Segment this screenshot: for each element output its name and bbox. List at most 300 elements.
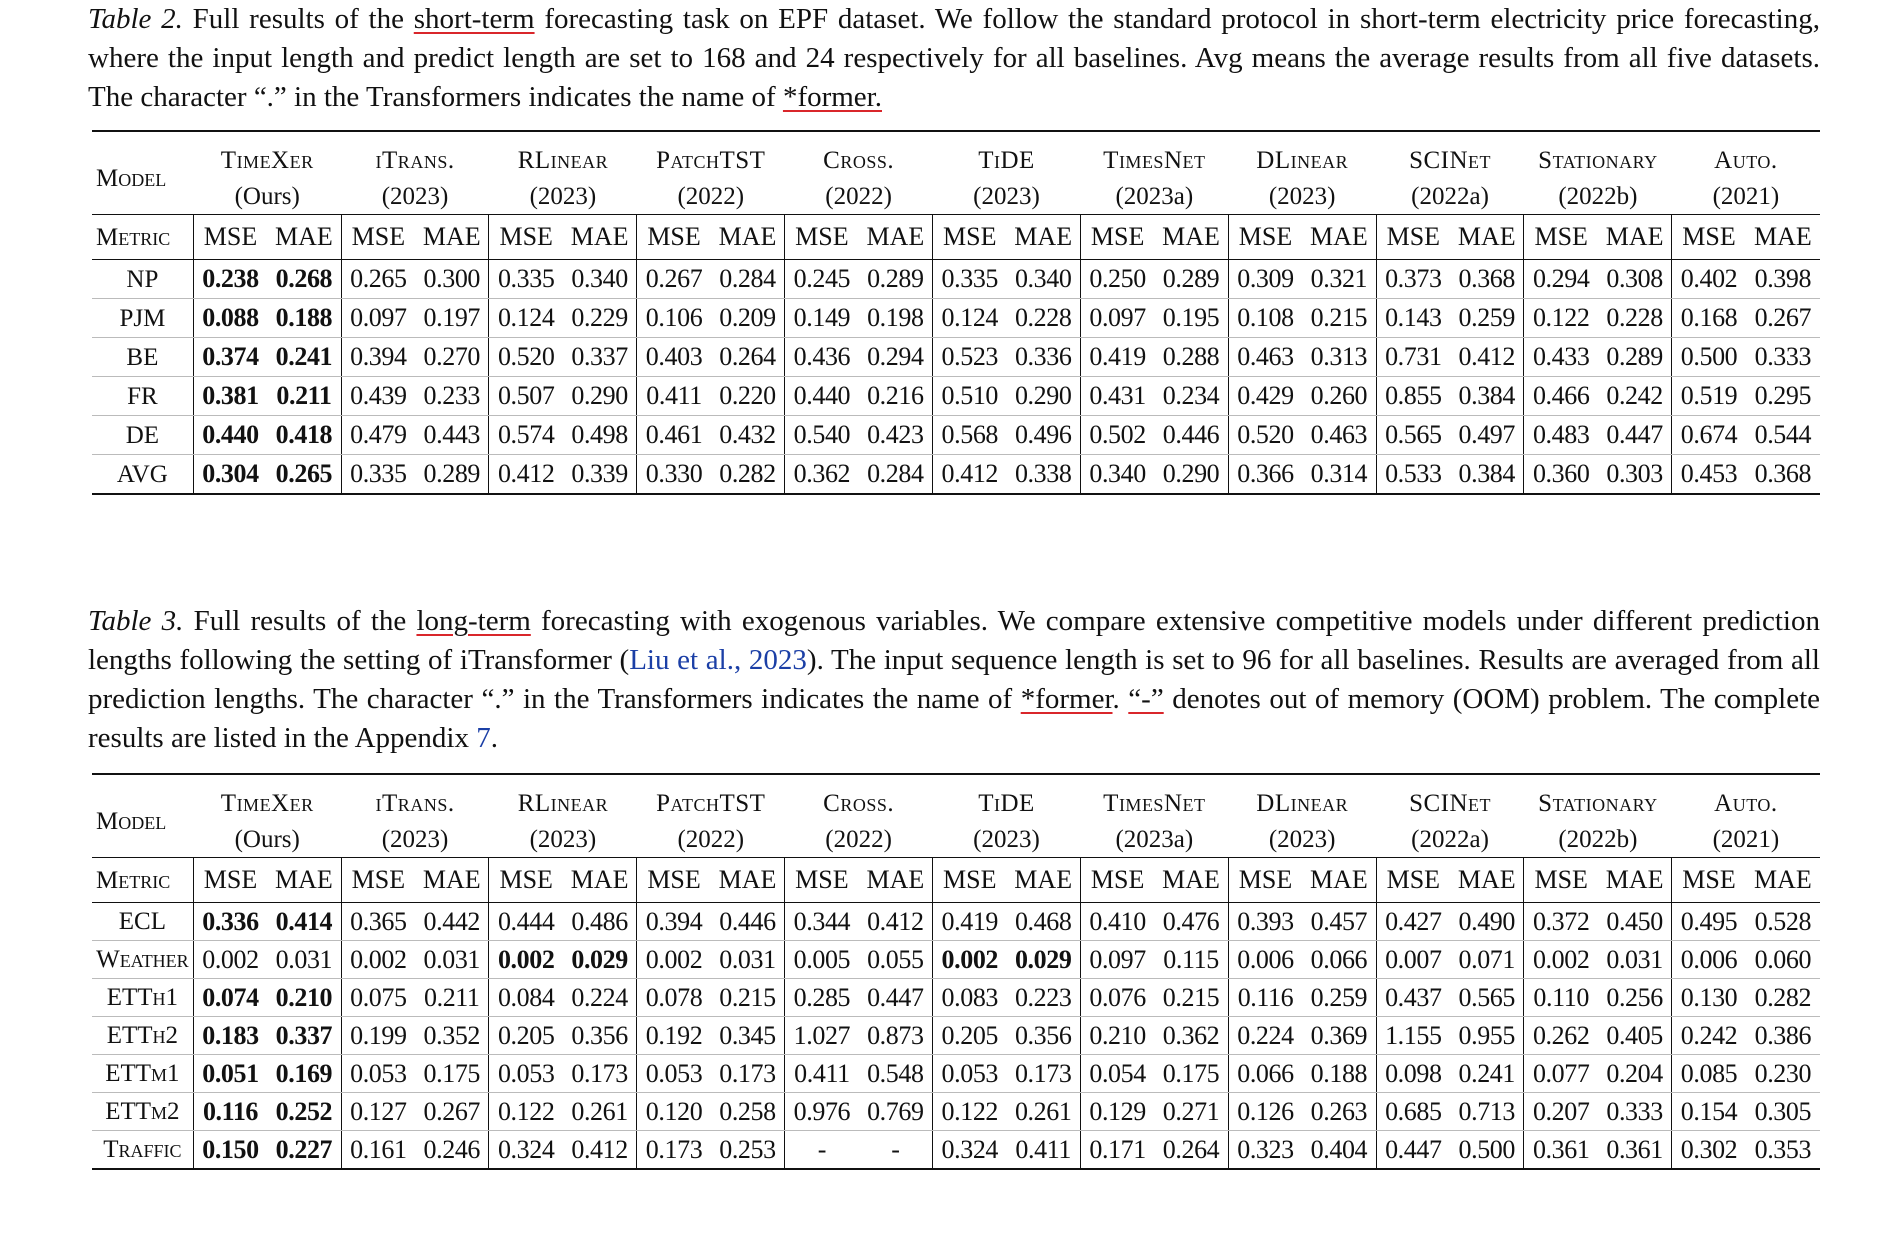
table-cell: 0.302 xyxy=(1672,1131,1746,1170)
table-cell: 0.285 xyxy=(785,979,859,1017)
table-cell: 0.264 xyxy=(711,338,785,377)
table-cell: 0.453 xyxy=(1672,455,1746,495)
table-cell: 0.223 xyxy=(1006,979,1080,1017)
table-cell: 0.150 xyxy=(193,1131,267,1170)
table-cell: 0.122 xyxy=(1524,299,1598,338)
table-cell: 0.241 xyxy=(1450,1055,1524,1093)
model-name: RLinear xyxy=(489,131,637,178)
table-cell: 0.265 xyxy=(341,260,415,299)
table2-caption-text: Full results of the xyxy=(182,3,414,35)
table-row xyxy=(92,260,1820,299)
table-cell: 0.220 xyxy=(711,377,785,416)
table-cell: 0.054 xyxy=(1080,1055,1154,1093)
table-cell: 0.209 xyxy=(711,299,785,338)
metric-mae: MAE xyxy=(1598,858,1672,903)
dataset-label: AVG xyxy=(92,455,193,495)
table-cell: 0.336 xyxy=(193,903,267,941)
table-cell: 0.466 xyxy=(1524,377,1598,416)
table-cell: 0.490 xyxy=(1450,903,1524,941)
table-cell: 0.252 xyxy=(267,1093,341,1131)
model-header-label: Model xyxy=(92,131,193,215)
table-cell: 0.229 xyxy=(563,299,637,338)
metric-mae: MAE xyxy=(711,215,785,260)
table-cell: 0.340 xyxy=(1080,455,1154,495)
table-row xyxy=(92,941,1820,979)
model-year: (2023) xyxy=(381,825,449,853)
table2-caption-label: Table 2. xyxy=(88,3,183,35)
model-name: Auto. xyxy=(1672,131,1820,178)
dataset-label: FR xyxy=(92,377,193,416)
table-cell: 0.446 xyxy=(1154,416,1228,455)
table-cell: 0.362 xyxy=(1154,1017,1228,1055)
table-cell: 0.259 xyxy=(1450,299,1524,338)
table-cell: 0.264 xyxy=(1154,1131,1228,1170)
table-cell: 0.175 xyxy=(415,1055,489,1093)
table-row xyxy=(92,377,1820,416)
model-name: iTrans. xyxy=(341,774,489,821)
table-cell: 0.338 xyxy=(1006,455,1080,495)
table-cell: 0.356 xyxy=(563,1017,637,1055)
table-cell: 0.183 xyxy=(193,1017,267,1055)
table-cell: 0.224 xyxy=(563,979,637,1017)
table-cell: 0.124 xyxy=(933,299,1007,338)
table-cell: 0.173 xyxy=(1006,1055,1080,1093)
metric-mse: MSE xyxy=(1672,215,1746,260)
model-year: (2023a) xyxy=(1115,182,1194,210)
table-cell: 0.108 xyxy=(1228,299,1302,338)
table-cell: 0.309 xyxy=(1228,260,1302,299)
table-cell: 0.261 xyxy=(563,1093,637,1131)
table-cell: 0.427 xyxy=(1376,903,1450,941)
metric-mse: MSE xyxy=(785,858,859,903)
table-cell: 0.098 xyxy=(1376,1055,1450,1093)
table-cell: 0.188 xyxy=(267,299,341,338)
table-cell: 0.215 xyxy=(711,979,785,1017)
table-row xyxy=(92,1131,1820,1170)
table-cell: 0.519 xyxy=(1672,377,1746,416)
metric-mae: MAE xyxy=(859,215,933,260)
table-cell: 0.432 xyxy=(711,416,785,455)
table-cell: 0.007 xyxy=(1376,941,1450,979)
metric-mse: MSE xyxy=(1376,858,1450,903)
table3-caption xyxy=(88,602,1820,758)
dataset-label: ETTh1 xyxy=(92,979,193,1017)
metric-mse: MSE xyxy=(933,858,1007,903)
table-cell: 0.568 xyxy=(933,416,1007,455)
table-cell: 0.463 xyxy=(1228,338,1302,377)
table-cell: 0.116 xyxy=(1228,979,1302,1017)
table-cell: 0.300 xyxy=(415,260,489,299)
table-cell: 0.330 xyxy=(637,455,711,495)
table-cell: 0.198 xyxy=(859,299,933,338)
metric-mse: MSE xyxy=(637,215,711,260)
table-cell: 0.053 xyxy=(489,1055,563,1093)
model-name: Auto. xyxy=(1672,774,1820,821)
table-cell: 0.412 xyxy=(933,455,1007,495)
table-cell: 0.002 xyxy=(341,941,415,979)
model-name: TiDE xyxy=(933,774,1081,821)
table-cell: 0.265 xyxy=(267,455,341,495)
model-name: DLinear xyxy=(1228,774,1376,821)
table-cell: 0.270 xyxy=(415,338,489,377)
table2-caption-text: forecasting task on EPF dataset. We follow the standard protocol in short-term electricity price forecasting, where the input length and predict length are set to 168 and 24 respectively for all baselines. Avg means the average results from all five datasets. The character “.” in the Transformers indicates the name of xyxy=(88,3,1820,113)
metric-mse: MSE xyxy=(1080,215,1154,260)
table-row xyxy=(92,455,1820,495)
table-row xyxy=(92,1093,1820,1131)
table3-caption-text: ). The input sequence length is set to 96 for all baselines. Results are averaged from all prediction lengths. The character “.” in the Transformers indicates the name of xyxy=(88,644,1820,715)
metric-mae: MAE xyxy=(267,858,341,903)
metric-mae: MAE xyxy=(1006,215,1080,260)
table-cell: 0.029 xyxy=(563,941,637,979)
model-year: (2022) xyxy=(677,825,745,853)
metric-mse: MSE xyxy=(341,215,415,260)
table-cell: 0.078 xyxy=(637,979,711,1017)
table-cell: 0.418 xyxy=(267,416,341,455)
table-cell: 0.544 xyxy=(1746,416,1820,455)
table-cell: 0.060 xyxy=(1746,941,1820,979)
table-cell: 0.510 xyxy=(933,377,1007,416)
table-cell: 0.241 xyxy=(267,338,341,377)
metric-mse: MSE xyxy=(193,215,267,260)
table-cell: 0.210 xyxy=(1080,1017,1154,1055)
table-cell: 0.313 xyxy=(1302,338,1376,377)
model-name: Stationary xyxy=(1524,774,1672,821)
table-cell: 0.267 xyxy=(1746,299,1820,338)
table-cell: 0.433 xyxy=(1524,338,1598,377)
table-row xyxy=(92,979,1820,1017)
metric-mse: MSE xyxy=(1524,215,1598,260)
table-cell: 0.386 xyxy=(1746,1017,1820,1055)
table3-caption-text: . xyxy=(1112,683,1129,715)
table2-caption xyxy=(88,0,1820,117)
table-cell: 0.335 xyxy=(933,260,1007,299)
table-cell: 0.336 xyxy=(1006,338,1080,377)
model-year: (2022) xyxy=(825,825,892,853)
table-cell: 0.006 xyxy=(1228,941,1302,979)
citation-link[interactable]: Liu et al., 2023 xyxy=(629,644,807,676)
table-cell: 0.366 xyxy=(1228,455,1302,495)
table-cell: 0.116 xyxy=(193,1093,267,1131)
table-cell: 0.205 xyxy=(933,1017,1007,1055)
table-cell: 0.340 xyxy=(563,260,637,299)
table-cell: 0.352 xyxy=(415,1017,489,1055)
model-year: (2022b) xyxy=(1558,825,1638,853)
table-cell: 0.175 xyxy=(1154,1055,1228,1093)
table-cell: 0.335 xyxy=(341,455,415,495)
table-cell: 0.394 xyxy=(637,903,711,941)
table-cell: 0.169 xyxy=(267,1055,341,1093)
table-cell: 0.412 xyxy=(1450,338,1524,377)
table-cell: 0.161 xyxy=(341,1131,415,1170)
table-cell: 0.360 xyxy=(1524,455,1598,495)
table-cell: 0.053 xyxy=(341,1055,415,1093)
table-cell: 0.195 xyxy=(1154,299,1228,338)
table-cell: 0.457 xyxy=(1302,903,1376,941)
table3-caption-text: forecasting with exogenous variables. We compare extensive competitive models under different prediction lengths following the setting of iTransformer ( xyxy=(88,605,1820,676)
metric-mae: MAE xyxy=(1598,215,1672,260)
table-cell: 0.258 xyxy=(711,1093,785,1131)
table-cell: 0.447 xyxy=(1376,1131,1450,1170)
table-cell: 0.384 xyxy=(1450,377,1524,416)
table3-caption-text: denotes out of memory (OOM) problem. The complete results are listed in the Appendix xyxy=(88,683,1821,754)
table-cell: 0.333 xyxy=(1598,1093,1672,1131)
metric-mae: MAE xyxy=(1450,215,1524,260)
table-cell: 0.356 xyxy=(1006,1017,1080,1055)
model-year: (2022b) xyxy=(1558,182,1638,210)
metric-mse: MSE xyxy=(1672,858,1746,903)
model-year: (2023) xyxy=(973,182,1040,210)
table-cell: 0.289 xyxy=(859,260,933,299)
table-cell: 0.066 xyxy=(1302,941,1376,979)
table-cell: 0.431 xyxy=(1080,377,1154,416)
model-year: (2023) xyxy=(1268,825,1336,853)
table-cell: 0.533 xyxy=(1376,455,1450,495)
table-cell: 0.002 xyxy=(193,941,267,979)
table-cell: 0.374 xyxy=(193,338,267,377)
dataset-label: ETTm1 xyxy=(92,1055,193,1093)
table3-caption-label: Table 3. xyxy=(88,605,184,637)
metric-mae: MAE xyxy=(1006,858,1080,903)
model-header-label: Model xyxy=(92,774,193,858)
table-cell: 0.234 xyxy=(1154,377,1228,416)
model-year: (2022a) xyxy=(1411,182,1489,210)
table-cell: 0.002 xyxy=(1524,941,1598,979)
table-cell: 0.192 xyxy=(637,1017,711,1055)
metric-mae: MAE xyxy=(415,215,489,260)
table-cell: 0.304 xyxy=(193,455,267,495)
table-cell: 0.398 xyxy=(1746,260,1820,299)
table-cell: 0.305 xyxy=(1746,1093,1820,1131)
model-year: (2023) xyxy=(381,182,449,210)
table-cell: 0.497 xyxy=(1450,416,1524,455)
table-cell: 0.031 xyxy=(711,941,785,979)
dataset-label: DE xyxy=(92,416,193,455)
table-cell: 0.130 xyxy=(1672,979,1746,1017)
table-cell: 0.540 xyxy=(785,416,859,455)
table-cell: 0.447 xyxy=(859,979,933,1017)
dataset-label: NP xyxy=(92,260,193,299)
table-cell: 0.259 xyxy=(1302,979,1376,1017)
table-cell: 0.324 xyxy=(933,1131,1007,1170)
table-row xyxy=(92,1017,1820,1055)
table-cell: 0.115 xyxy=(1154,941,1228,979)
table-cell: 0.303 xyxy=(1598,455,1672,495)
metric-mse: MSE xyxy=(489,215,563,260)
table2 xyxy=(92,130,1820,495)
table-cell: 0.242 xyxy=(1672,1017,1746,1055)
table-cell: 0.520 xyxy=(489,338,563,377)
appendix-link[interactable]: 7 xyxy=(476,722,491,754)
model-year: (2023) xyxy=(529,182,597,210)
metric-mse: MSE xyxy=(637,858,711,903)
table-cell: 0.066 xyxy=(1228,1055,1302,1093)
table3-caption-text: . xyxy=(490,722,498,754)
table-cell: 0.268 xyxy=(267,260,341,299)
table-cell: 0.411 xyxy=(1006,1131,1080,1170)
table-cell: 0.340 xyxy=(1006,260,1080,299)
table-cell: 0.345 xyxy=(711,1017,785,1055)
metric-mse: MSE xyxy=(1524,858,1598,903)
model-year: (2023) xyxy=(1268,182,1336,210)
metric-header-label: Metric xyxy=(92,215,193,260)
table-cell: 0.127 xyxy=(341,1093,415,1131)
model-year: (Ours) xyxy=(234,825,300,853)
table-cell: 0.372 xyxy=(1524,903,1598,941)
table-cell: 0.414 xyxy=(267,903,341,941)
table-cell: 0.412 xyxy=(859,903,933,941)
model-name: iTrans. xyxy=(341,131,489,178)
table-cell: 0.368 xyxy=(1450,260,1524,299)
table-cell: 0.031 xyxy=(267,941,341,979)
table-cell: 0.321 xyxy=(1302,260,1376,299)
table-cell: 0.242 xyxy=(1598,377,1672,416)
model-year: (2023) xyxy=(529,825,597,853)
table-cell: 0.031 xyxy=(1598,941,1672,979)
dataset-label: ECL xyxy=(92,903,193,941)
table-cell: 0.289 xyxy=(1598,338,1672,377)
table-cell: 0.002 xyxy=(933,941,1007,979)
table-cell: 0.495 xyxy=(1672,903,1746,941)
table-cell: 0.498 xyxy=(563,416,637,455)
table-cell: 0.362 xyxy=(785,455,859,495)
table-cell: 0.412 xyxy=(489,455,563,495)
dataset-label: ETTh2 xyxy=(92,1017,193,1055)
table-cell: 0.205 xyxy=(489,1017,563,1055)
table-cell: 1.027 xyxy=(785,1017,859,1055)
metric-mse: MSE xyxy=(1080,858,1154,903)
table-cell: 0.294 xyxy=(859,338,933,377)
table3 xyxy=(92,773,1820,1170)
table-cell: 0.088 xyxy=(193,299,267,338)
table-cell: 0.002 xyxy=(489,941,563,979)
table-cell: 0.084 xyxy=(489,979,563,1017)
table-cell: 0.496 xyxy=(1006,416,1080,455)
table-cell: 0.308 xyxy=(1598,260,1672,299)
table-cell: 0.261 xyxy=(1006,1093,1080,1131)
table-cell: 0.263 xyxy=(1302,1093,1376,1131)
model-year: (Ours) xyxy=(234,182,300,210)
table-cell: 0.873 xyxy=(859,1017,933,1055)
table-cell: 0.289 xyxy=(415,455,489,495)
table-cell: 0.076 xyxy=(1080,979,1154,1017)
table-cell: 0.173 xyxy=(711,1055,785,1093)
table-cell: 0.106 xyxy=(637,299,711,338)
table-cell: 0.394 xyxy=(341,338,415,377)
table-cell: 0.381 xyxy=(193,377,267,416)
dataset-label: BE xyxy=(92,338,193,377)
table-cell: 0.260 xyxy=(1302,377,1376,416)
metric-mae: MAE xyxy=(563,215,637,260)
table-cell: 0.419 xyxy=(1080,338,1154,377)
table-cell: 0.267 xyxy=(637,260,711,299)
table-cell: 0.284 xyxy=(859,455,933,495)
table-cell: 0.442 xyxy=(415,903,489,941)
table-cell: 0.314 xyxy=(1302,455,1376,495)
table-cell: 0.412 xyxy=(563,1131,637,1170)
table-cell: 0.267 xyxy=(415,1093,489,1131)
table-cell: 0.423 xyxy=(859,416,933,455)
table-cell: 0.211 xyxy=(415,979,489,1017)
table-cell: 0.075 xyxy=(341,979,415,1017)
table-cell: 0.228 xyxy=(1006,299,1080,338)
model-year: (2022a) xyxy=(1411,825,1489,853)
table-cell: - xyxy=(785,1131,859,1170)
table-cell: - xyxy=(859,1131,933,1170)
table-row xyxy=(92,338,1820,377)
table-cell: 0.207 xyxy=(1524,1093,1598,1131)
table-cell: 0.282 xyxy=(1746,979,1820,1017)
table-cell: 0.440 xyxy=(193,416,267,455)
table-cell: 0.955 xyxy=(1450,1017,1524,1055)
table3-caption-text: Full results of the xyxy=(183,605,417,637)
table3-caption-underline: long-term xyxy=(416,605,531,637)
table-cell: 0.290 xyxy=(1154,455,1228,495)
model-year: (2023) xyxy=(973,825,1040,853)
table-cell: 0.486 xyxy=(563,903,637,941)
table-cell: 0.713 xyxy=(1450,1093,1524,1131)
table-cell: 0.097 xyxy=(1080,941,1154,979)
table-cell: 0.216 xyxy=(859,377,933,416)
table-cell: 0.215 xyxy=(1154,979,1228,1017)
model-name: TimeXer xyxy=(193,131,341,178)
table-cell: 0.204 xyxy=(1598,1055,1672,1093)
table-cell: 0.122 xyxy=(933,1093,1007,1131)
table-cell: 0.253 xyxy=(711,1131,785,1170)
table-cell: 0.295 xyxy=(1746,377,1820,416)
table-cell: 0.002 xyxy=(637,941,711,979)
table-cell: 0.361 xyxy=(1524,1131,1598,1170)
dataset-label: Weather xyxy=(92,941,193,979)
table-cell: 0.126 xyxy=(1228,1093,1302,1131)
table-cell: 0.120 xyxy=(637,1093,711,1131)
metric-mae: MAE xyxy=(1154,858,1228,903)
table-cell: 0.450 xyxy=(1598,903,1672,941)
model-name: SCINet xyxy=(1376,131,1524,178)
table-cell: 0.110 xyxy=(1524,979,1598,1017)
table-cell: 0.523 xyxy=(933,338,1007,377)
table-cell: 0.411 xyxy=(785,1055,859,1093)
model-name: PatchTST xyxy=(637,774,785,821)
table-cell: 0.444 xyxy=(489,903,563,941)
table-cell: 0.197 xyxy=(415,299,489,338)
table-cell: 0.256 xyxy=(1598,979,1672,1017)
model-name: SCINet xyxy=(1376,774,1524,821)
table-cell: 0.005 xyxy=(785,941,859,979)
table-cell: 0.528 xyxy=(1746,903,1820,941)
table-cell: 0.500 xyxy=(1450,1131,1524,1170)
table-cell: 0.404 xyxy=(1302,1131,1376,1170)
table-cell: 0.168 xyxy=(1672,299,1746,338)
table-cell: 0.411 xyxy=(637,377,711,416)
metric-mae: MAE xyxy=(1746,858,1820,903)
table-cell: 0.500 xyxy=(1672,338,1746,377)
table-cell: 0.271 xyxy=(1154,1093,1228,1131)
table-cell: 0.055 xyxy=(859,941,933,979)
table-cell: 0.173 xyxy=(637,1131,711,1170)
table-cell: 0.029 xyxy=(1006,941,1080,979)
metric-mse: MSE xyxy=(1228,215,1302,260)
table-cell: 0.461 xyxy=(637,416,711,455)
table-cell: 0.006 xyxy=(1672,941,1746,979)
table-cell: 0.154 xyxy=(1672,1093,1746,1131)
table3-caption-underline: *former xyxy=(1020,683,1113,715)
table-cell: 0.463 xyxy=(1302,416,1376,455)
table-cell: 0.333 xyxy=(1746,338,1820,377)
model-year: (2022) xyxy=(825,182,892,210)
table-cell: 0.685 xyxy=(1376,1093,1450,1131)
table-cell: 0.262 xyxy=(1524,1017,1598,1055)
model-year: (2021) xyxy=(1712,825,1780,853)
